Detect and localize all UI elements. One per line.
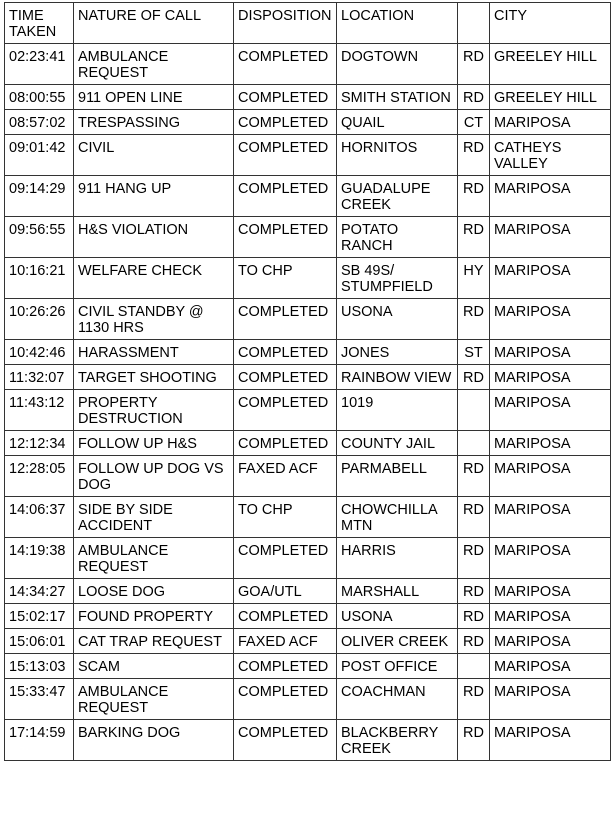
street-suffix-cell: HY xyxy=(458,258,490,299)
location-cell: JONES xyxy=(337,340,458,365)
city-cell: MARIPOSA xyxy=(490,258,611,299)
disposition-cell: COMPLETED xyxy=(234,431,337,456)
disposition-cell: FAXED ACF xyxy=(234,629,337,654)
location-cell: MARSHALL xyxy=(337,579,458,604)
location-cell: COACHMAN xyxy=(337,679,458,720)
disposition-cell: TO CHP xyxy=(234,497,337,538)
nature-of-call-cell: AMBULANCE REQUEST xyxy=(74,44,234,85)
table-row xyxy=(5,110,611,135)
header-row xyxy=(5,3,611,44)
location-cell: SB 49S/ STUMPFIELD xyxy=(337,258,458,299)
table-row xyxy=(5,135,611,176)
city-cell: MARIPOSA xyxy=(490,110,611,135)
table-row xyxy=(5,44,611,85)
time-taken-cell: 11:43:12 xyxy=(5,390,74,431)
nature-of-call-cell: CAT TRAP REQUEST xyxy=(74,629,234,654)
location-cell: USONA xyxy=(337,299,458,340)
location-cell: HORNITOS xyxy=(337,135,458,176)
nature-of-call-cell: WELFARE CHECK xyxy=(74,258,234,299)
disposition-cell: COMPLETED xyxy=(234,217,337,258)
city-cell: MARIPOSA xyxy=(490,538,611,579)
street-suffix-cell xyxy=(458,654,490,679)
nature-of-call-cell: H&S VIOLATION xyxy=(74,217,234,258)
street-suffix-cell: RD xyxy=(458,629,490,654)
city-cell: MARIPOSA xyxy=(490,217,611,258)
location-cell: DOGTOWN xyxy=(337,44,458,85)
time-taken-cell: 09:14:29 xyxy=(5,176,74,217)
time-taken-cell: 15:13:03 xyxy=(5,654,74,679)
street-suffix-cell: RD xyxy=(458,176,490,217)
city-cell: MARIPOSA xyxy=(490,431,611,456)
disposition-cell: COMPLETED xyxy=(234,604,337,629)
location-cell: CHOWCHILLA MTN xyxy=(337,497,458,538)
table-row xyxy=(5,365,611,390)
street-suffix-cell: RD xyxy=(458,679,490,720)
nature-of-call-cell: AMBULANCE REQUEST xyxy=(74,679,234,720)
time-taken-cell: 15:33:47 xyxy=(5,679,74,720)
table-row xyxy=(5,679,611,720)
disposition-cell: COMPLETED xyxy=(234,135,337,176)
time-taken-cell: 09:01:42 xyxy=(5,135,74,176)
location-cell: OLIVER CREEK xyxy=(337,629,458,654)
table-row xyxy=(5,299,611,340)
time-taken-cell: 12:12:34 xyxy=(5,431,74,456)
city-cell: MARIPOSA xyxy=(490,497,611,538)
city-cell: MARIPOSA xyxy=(490,720,611,761)
nature-of-call-cell: 911 OPEN LINE xyxy=(74,85,234,110)
nature-of-call-cell: SIDE BY SIDE ACCIDENT xyxy=(74,497,234,538)
location-cell: POTATO RANCH xyxy=(337,217,458,258)
disposition-cell: COMPLETED xyxy=(234,720,337,761)
table-row xyxy=(5,497,611,538)
street-suffix-cell: RD xyxy=(458,497,490,538)
location-cell: POST OFFICE xyxy=(337,654,458,679)
street-suffix-cell: RD xyxy=(458,135,490,176)
table-row xyxy=(5,258,611,299)
city-cell: MARIPOSA xyxy=(490,579,611,604)
location-cell: 1019 xyxy=(337,390,458,431)
nature-of-call-cell: BARKING DOG xyxy=(74,720,234,761)
city-cell: GREELEY HILL xyxy=(490,85,611,110)
street-suffix-cell: RD xyxy=(458,456,490,497)
disposition-cell: COMPLETED xyxy=(234,654,337,679)
disposition-cell: COMPLETED xyxy=(234,110,337,135)
time-taken-cell: 17:14:59 xyxy=(5,720,74,761)
table-row xyxy=(5,340,611,365)
header-street-suffix xyxy=(458,3,490,44)
header-time-taken: TIME TAKEN xyxy=(5,3,74,44)
table-row xyxy=(5,456,611,497)
time-taken-cell: 14:19:38 xyxy=(5,538,74,579)
nature-of-call-cell: AMBULANCE REQUEST xyxy=(74,538,234,579)
nature-of-call-cell: FOLLOW UP DOG VS DOG xyxy=(74,456,234,497)
header-nature-of-call: NATURE OF CALL xyxy=(74,3,234,44)
city-cell: MARIPOSA xyxy=(490,604,611,629)
street-suffix-cell: RD xyxy=(458,720,490,761)
street-suffix-cell: CT xyxy=(458,110,490,135)
nature-of-call-cell: PROPERTY DESTRUCTION xyxy=(74,390,234,431)
time-taken-cell: 12:28:05 xyxy=(5,456,74,497)
table-row xyxy=(5,579,611,604)
table-row xyxy=(5,431,611,456)
city-cell: MARIPOSA xyxy=(490,365,611,390)
time-taken-cell: 02:23:41 xyxy=(5,44,74,85)
location-cell: SMITH STATION xyxy=(337,85,458,110)
city-cell: MARIPOSA xyxy=(490,679,611,720)
header-location: LOCATION xyxy=(337,3,458,44)
disposition-cell: COMPLETED xyxy=(234,176,337,217)
header-disposition: DISPOSITION xyxy=(234,3,337,44)
nature-of-call-cell: SCAM xyxy=(74,654,234,679)
location-cell: PARMABELL xyxy=(337,456,458,497)
street-suffix-cell: RD xyxy=(458,538,490,579)
location-cell: GUADALUPE CREEK xyxy=(337,176,458,217)
table-row xyxy=(5,390,611,431)
street-suffix-cell: RD xyxy=(458,365,490,390)
disposition-cell: COMPLETED xyxy=(234,299,337,340)
disposition-cell: COMPLETED xyxy=(234,340,337,365)
street-suffix-cell: RD xyxy=(458,579,490,604)
nature-of-call-cell: 911 HANG UP xyxy=(74,176,234,217)
street-suffix-cell: ST xyxy=(458,340,490,365)
time-taken-cell: 08:00:55 xyxy=(5,85,74,110)
city-cell: MARIPOSA xyxy=(490,629,611,654)
disposition-cell: TO CHP xyxy=(234,258,337,299)
nature-of-call-cell: FOUND PROPERTY xyxy=(74,604,234,629)
table-row xyxy=(5,85,611,110)
street-suffix-cell: RD xyxy=(458,44,490,85)
location-cell: QUAIL xyxy=(337,110,458,135)
city-cell: MARIPOSA xyxy=(490,176,611,217)
time-taken-cell: 14:06:37 xyxy=(5,497,74,538)
location-cell: BLACKBERRY CREEK xyxy=(337,720,458,761)
nature-of-call-cell: TARGET SHOOTING xyxy=(74,365,234,390)
table-row xyxy=(5,217,611,258)
disposition-cell: FAXED ACF xyxy=(234,456,337,497)
disposition-cell: GOA/UTL xyxy=(234,579,337,604)
city-cell: MARIPOSA xyxy=(490,390,611,431)
city-cell: CATHEYS VALLEY xyxy=(490,135,611,176)
street-suffix-cell: RD xyxy=(458,299,490,340)
nature-of-call-cell: TRESPASSING xyxy=(74,110,234,135)
disposition-cell: COMPLETED xyxy=(234,538,337,579)
street-suffix-cell xyxy=(458,431,490,456)
time-taken-cell: 10:42:46 xyxy=(5,340,74,365)
city-cell: MARIPOSA xyxy=(490,299,611,340)
nature-of-call-cell: CIVIL xyxy=(74,135,234,176)
table-row xyxy=(5,720,611,761)
time-taken-cell: 15:02:17 xyxy=(5,604,74,629)
time-taken-cell: 15:06:01 xyxy=(5,629,74,654)
call-log-body xyxy=(5,44,611,761)
city-cell: MARIPOSA xyxy=(490,456,611,497)
location-cell: RAINBOW VIEW xyxy=(337,365,458,390)
nature-of-call-cell: LOOSE DOG xyxy=(74,579,234,604)
time-taken-cell: 09:56:55 xyxy=(5,217,74,258)
city-cell: MARIPOSA xyxy=(490,340,611,365)
table-row xyxy=(5,176,611,217)
table-row xyxy=(5,629,611,654)
header-city: CITY xyxy=(490,3,611,44)
location-cell: HARRIS xyxy=(337,538,458,579)
table-row xyxy=(5,654,611,679)
table-row xyxy=(5,604,611,629)
disposition-cell: COMPLETED xyxy=(234,85,337,110)
table-row xyxy=(5,538,611,579)
nature-of-call-cell: CIVIL STANDBY @ 1130 HRS xyxy=(74,299,234,340)
time-taken-cell: 08:57:02 xyxy=(5,110,74,135)
disposition-cell: COMPLETED xyxy=(234,390,337,431)
nature-of-call-cell: FOLLOW UP H&S xyxy=(74,431,234,456)
disposition-cell: COMPLETED xyxy=(234,365,337,390)
city-cell: GREELEY HILL xyxy=(490,44,611,85)
street-suffix-cell: RD xyxy=(458,604,490,629)
city-cell: MARIPOSA xyxy=(490,654,611,679)
disposition-cell: COMPLETED xyxy=(234,679,337,720)
street-suffix-cell: RD xyxy=(458,217,490,258)
disposition-cell: COMPLETED xyxy=(234,44,337,85)
time-taken-cell: 11:32:07 xyxy=(5,365,74,390)
time-taken-cell: 14:34:27 xyxy=(5,579,74,604)
street-suffix-cell: RD xyxy=(458,85,490,110)
location-cell: COUNTY JAIL xyxy=(337,431,458,456)
street-suffix-cell xyxy=(458,390,490,431)
time-taken-cell: 10:16:21 xyxy=(5,258,74,299)
nature-of-call-cell: HARASSMENT xyxy=(74,340,234,365)
call-log-table xyxy=(4,2,611,761)
location-cell: USONA xyxy=(337,604,458,629)
time-taken-cell: 10:26:26 xyxy=(5,299,74,340)
